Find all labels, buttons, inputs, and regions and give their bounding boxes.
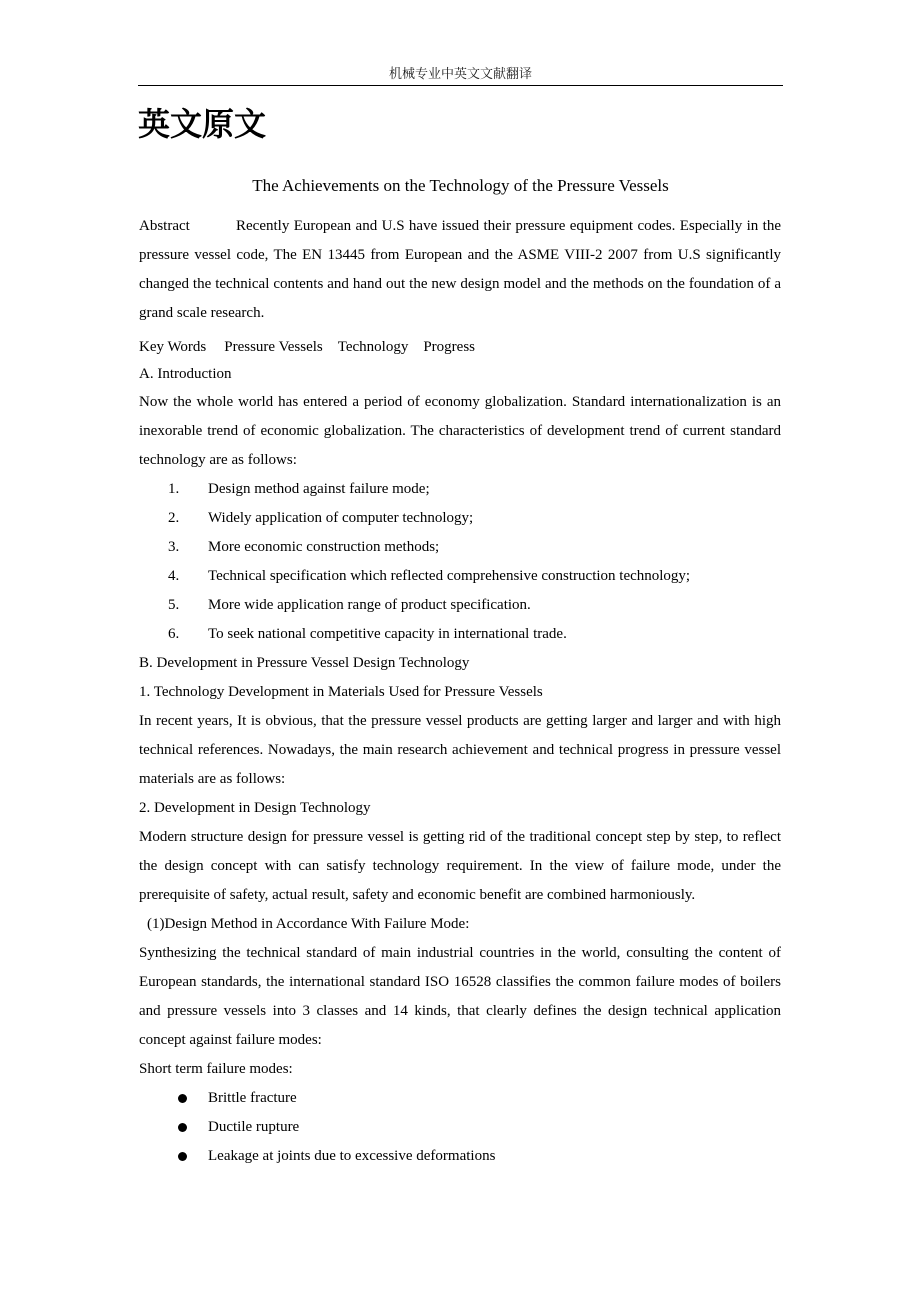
page-heading: 英文原文 bbox=[138, 105, 267, 143]
subsection-1-heading: 1. Technology Development in Materials Used for Pressure Vessels bbox=[139, 684, 543, 700]
list-item-text: More wide application range of product specification. bbox=[208, 597, 531, 613]
list-number: 6. bbox=[168, 626, 180, 642]
list-item bbox=[139, 533, 781, 562]
list-item-text: Widely application of computer technology; bbox=[208, 510, 474, 526]
list-item bbox=[139, 1084, 781, 1113]
subsection-2-paragraph: Modern structure design for pressure vessel is getting rid of the traditional concept step by step, to reflect the design concept with can satisfy technology requirement. In the view of failure mode, under the prerequisite of safety, actual result, safety and economic benefit are combined harmoniously. bbox=[139, 829, 781, 903]
list-item bbox=[139, 562, 781, 591]
section-b-heading: B. Development in Pressure Vessel Design Technology bbox=[139, 655, 470, 671]
bullet-icon bbox=[178, 1094, 187, 1103]
keyword-item: Pressure Vessels bbox=[224, 339, 323, 355]
abstract-label: Abstract bbox=[139, 218, 190, 234]
development-trend-list bbox=[139, 475, 781, 649]
keyword-item: Technology bbox=[337, 339, 409, 355]
keywords-line bbox=[139, 334, 781, 361]
list-item-text: To seek national competitive capacity in international trade. bbox=[208, 626, 567, 642]
list-item-text: More economic construction methods; bbox=[208, 539, 440, 555]
section-a-heading: A. Introduction bbox=[139, 366, 232, 382]
list-number: 5. bbox=[168, 597, 180, 613]
design-method-paragraph: Synthesizing the technical standard of main industrial countries in the world, consulting the content of European standards, the international standard ISO 16528 classifies the common failure modes of boilers and pressure vessels into 3 classes and 14 kinds, that clearly defines the design technical application concept against failure modes: bbox=[139, 945, 781, 1048]
list-item-text: Technical specification which reflected comprehensive construction technology; bbox=[208, 568, 691, 584]
list-number: 1. bbox=[168, 481, 180, 497]
list-item bbox=[139, 1113, 781, 1142]
list-item bbox=[139, 475, 781, 504]
document-body bbox=[139, 212, 781, 1171]
bullet-icon bbox=[178, 1152, 187, 1161]
document-title: The Achievements on the Technology of the Pressure Vessels bbox=[252, 176, 669, 195]
list-item-text: Ductile rupture bbox=[208, 1119, 300, 1135]
abstract-text: Recently European and U.S have issued their pressure equipment codes. Especially in the pressure vessel code, The EN 13445 from European and the ASME VIII-2 2007 from U.S significantly changed the technical contents and hand out the new design model and the methods on the foundation of a grand scale research. bbox=[139, 218, 781, 321]
bullet-icon bbox=[178, 1123, 187, 1132]
subsection-2-heading: 2. Development in Design Technology bbox=[139, 800, 371, 816]
abstract-paragraph bbox=[139, 212, 781, 328]
list-number: 4. bbox=[168, 568, 180, 584]
list-number: 3. bbox=[168, 539, 180, 555]
keywords-label: Key Words bbox=[139, 339, 207, 355]
subsection-1-paragraph: In recent years, It is obvious, that the pressure vessel products are getting larger and larger and with high technical references. Nowadays, the main research achievement and technical progress in pressure vessel materials are as follows: bbox=[139, 713, 781, 787]
list-item-text: Design method against failure mode; bbox=[208, 481, 430, 497]
short-term-failure-list bbox=[139, 1084, 781, 1171]
keyword-item: Progress bbox=[423, 339, 476, 355]
list-item-text: Leakage at joints due to excessive deformations bbox=[208, 1148, 496, 1164]
header-divider bbox=[138, 85, 783, 86]
section-a-paragraph: Now the whole world has entered a period of economy globalization. Standard internationalization is an inexorable trend of economic globalization. The characteristics of development trend of current standard technology are as follows: bbox=[139, 394, 781, 468]
running-header: 机械专业中英文文献翻译 bbox=[388, 66, 532, 81]
list-item bbox=[139, 620, 781, 649]
short-term-label: Short term failure modes: bbox=[139, 1061, 293, 1077]
design-method-heading: (1)Design Method in Accordance With Failure Mode: bbox=[147, 916, 470, 932]
list-item bbox=[139, 504, 781, 533]
list-number: 2. bbox=[168, 510, 180, 526]
list-item-text: Brittle fracture bbox=[208, 1090, 297, 1106]
list-item bbox=[139, 591, 781, 620]
list-item bbox=[139, 1142, 781, 1171]
